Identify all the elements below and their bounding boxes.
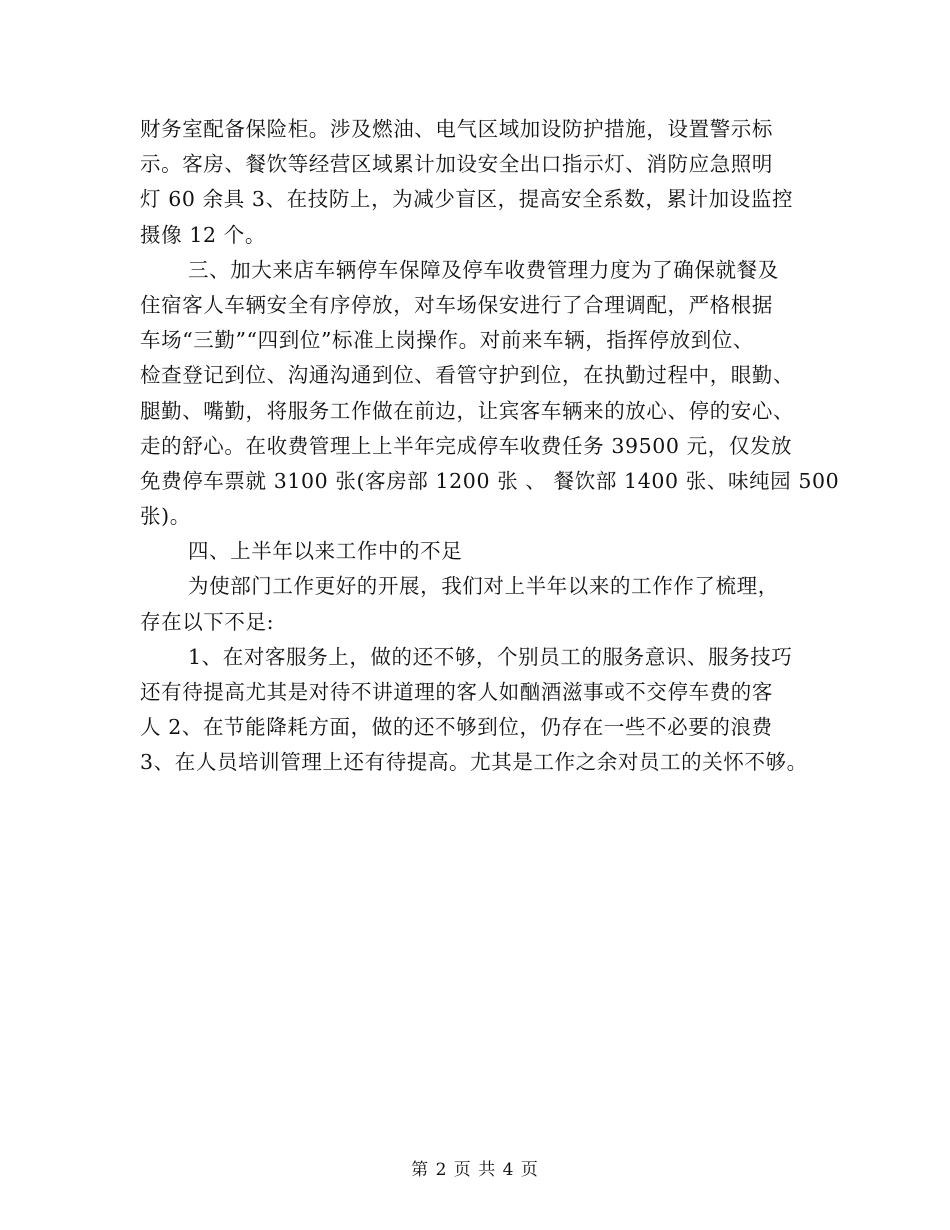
text-line: 灯 60 余具 3、在技防上，为减少盲区，提高安全系数，累计加设监控	[140, 187, 794, 212]
text-line: 住宿客人车辆安全有序停放，对车场保安进行了合理调配，严格根据	[140, 292, 773, 317]
text-line: 检查登记到位、沟通沟通到位、看管守护到位，在执勤过程中，眼勤、	[140, 363, 795, 388]
text-line: 存在以下不足:	[140, 609, 275, 634]
text-line: 免费停车票就 3100 张(客房部 1200 张 、 餐饮部 1400 张、味纯园 500	[140, 468, 840, 493]
text-line: 1、在对客服务上，做的还不够，个别员工的服务意识、服务技巧	[188, 644, 793, 669]
text-line: 还有待提高尤其是对待不讲道理的客人如酗酒滋事或不交停车费的客	[140, 680, 773, 704]
text-line: 摄像 12 个。	[140, 222, 266, 247]
text-line: 张)。	[140, 504, 191, 529]
text-line: 为使部门工作更好的开展，我们对上半年以来的工作作了梳理，	[188, 574, 779, 599]
text-line: 车场“三勤”“四到位”标准上岗操作。对前来车辆，指挥停放到位、	[140, 328, 755, 353]
section-heading-3: 三、加大来店车辆停车保障及停车收费管理力度为了确保就餐及	[188, 257, 779, 282]
text-line: 腿勤、嘴勤，将服务工作做在前边，让宾客车辆来的放心、停的安心、	[140, 398, 795, 423]
text-line: 走的舒心。在收费管理上上半年完成停车收费任务 39500 元，仅发放	[140, 433, 793, 458]
text-line: 人 2、在节能降耗方面，做的还不够到位，仍存在一些不必要的浪费	[140, 715, 773, 740]
text-line: 财务室配备保险柜。涉及燃油、电气区域加设防护措施，设置警示标	[140, 117, 773, 141]
section-heading-4: 四、上半年以来工作中的不足	[188, 539, 463, 564]
body-text	[140, 112, 840, 781]
page-number-footer: 第 2 页 共 4 页	[411, 1160, 539, 1180]
text-line: 3、在人员培训管理上还有待提高。尤其是工作之余对员工的关怀不够。	[140, 750, 808, 775]
text-line: 示。客房、餐饮等经营区域累计加设安全出口指示灯、消防应急照明	[140, 152, 773, 177]
